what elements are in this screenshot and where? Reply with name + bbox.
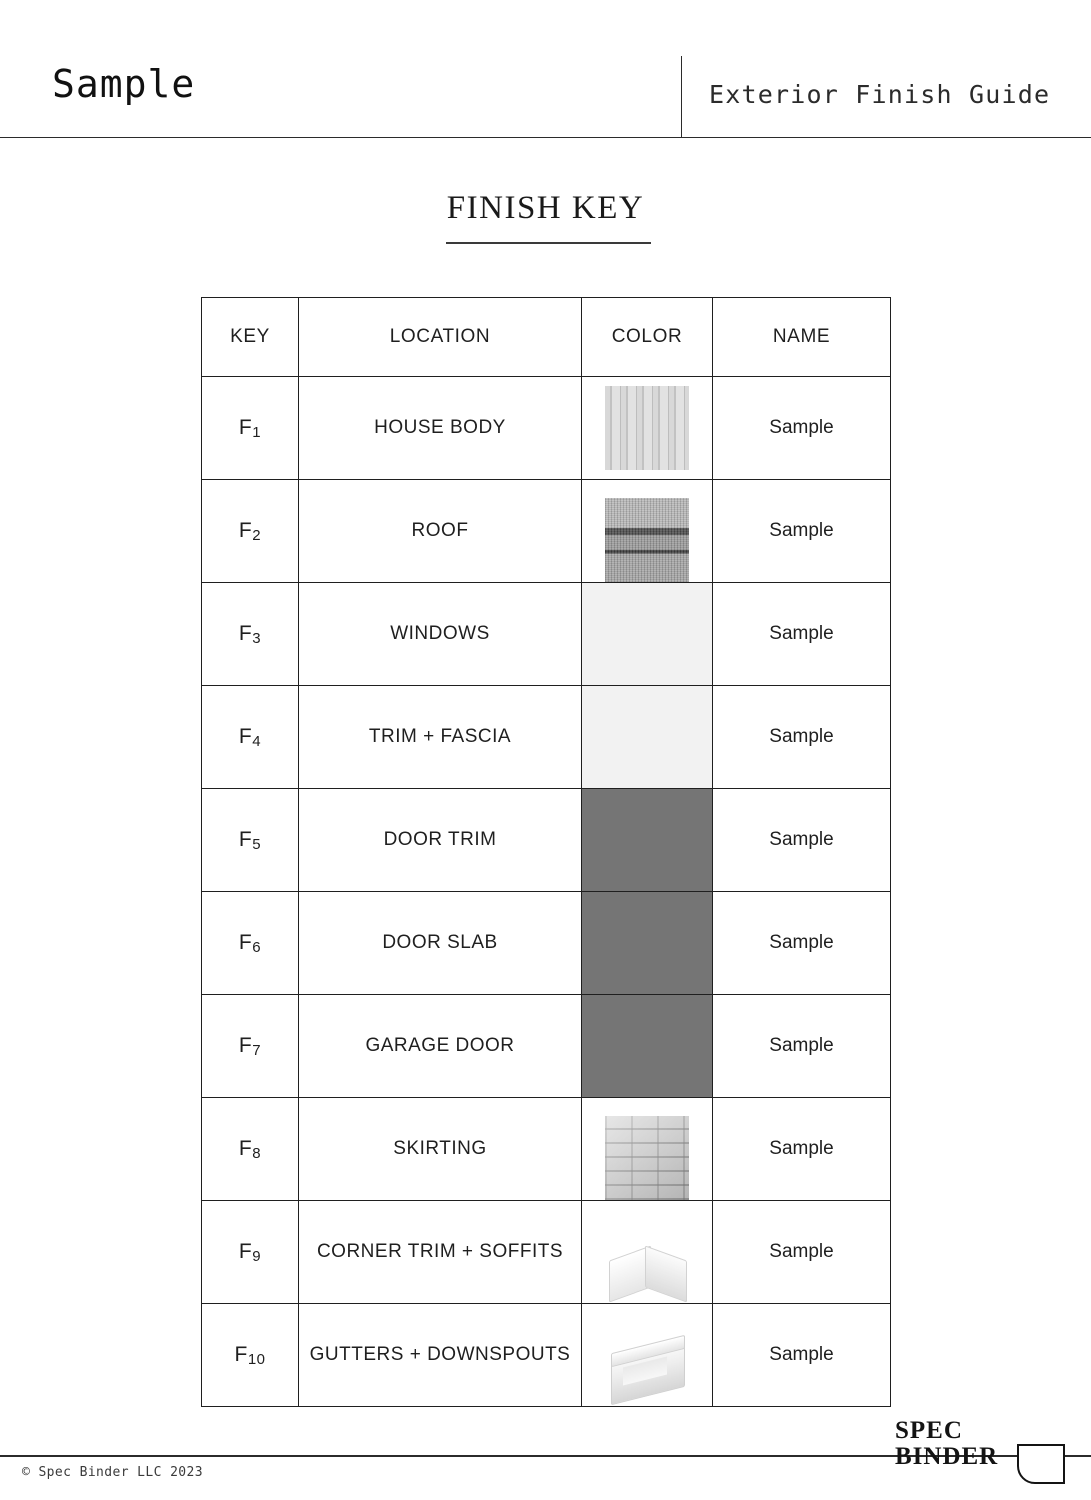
- column-header-key: KEY: [202, 298, 299, 377]
- row-color-swatch: [582, 1201, 713, 1304]
- brand-line-2: BINDER: [895, 1443, 999, 1471]
- table-row: [202, 789, 891, 892]
- stone-texture-swatch: [605, 1116, 689, 1200]
- brand-line-1: SPEC: [895, 1417, 963, 1444]
- row-key-number: 10: [247, 1351, 266, 1368]
- row-key: [202, 686, 299, 789]
- row-key: [202, 1201, 299, 1304]
- row-name: Sample: [713, 1201, 891, 1304]
- gutter-profile-image: [605, 1322, 689, 1406]
- row-key-number: 4: [252, 733, 262, 750]
- row-color-swatch: [582, 1304, 713, 1407]
- row-color-swatch: [582, 583, 713, 686]
- document-subtitle: Exterior Finish Guide: [709, 80, 1051, 109]
- table-row: [202, 1201, 891, 1304]
- row-color-swatch: [582, 789, 713, 892]
- corner-trim-right-face: [645, 1245, 687, 1302]
- row-name: Sample: [713, 995, 891, 1098]
- table-row: [202, 377, 891, 480]
- row-location: TRIM + FASCIA: [299, 686, 582, 789]
- table-header-row: [202, 298, 891, 377]
- row-color-swatch: [582, 377, 713, 480]
- row-name: Sample: [713, 583, 891, 686]
- row-key: [202, 789, 299, 892]
- section-title-underline: [446, 242, 651, 244]
- row-color-swatch: [582, 995, 713, 1098]
- row-key-number: 3: [252, 630, 262, 647]
- row-key: [202, 892, 299, 995]
- row-location: HOUSE BODY: [299, 377, 582, 480]
- section-title: FINISH KEY: [446, 190, 645, 226]
- row-key-letter: F: [238, 931, 253, 954]
- row-location: CORNER TRIM + SOFFITS: [299, 1201, 582, 1304]
- table-row: [202, 995, 891, 1098]
- solid-color-swatch: [582, 995, 712, 1097]
- page-title: Sample: [52, 62, 196, 106]
- row-key: [202, 1304, 299, 1407]
- copyright-text: © Spec Binder LLC 2023: [22, 1465, 203, 1480]
- row-key-letter: F: [238, 416, 253, 439]
- row-color-swatch: [582, 892, 713, 995]
- row-key-number: 8: [252, 1145, 262, 1162]
- row-key-letter: F: [238, 1137, 253, 1160]
- brand-logo: [895, 1418, 1065, 1482]
- row-name: Sample: [713, 377, 891, 480]
- solid-color-swatch: [582, 686, 712, 788]
- row-key: [202, 377, 299, 480]
- row-key-letter: F: [238, 725, 253, 748]
- row-name: Sample: [713, 1098, 891, 1201]
- table-row: [202, 583, 891, 686]
- row-key: [202, 995, 299, 1098]
- table-row: [202, 686, 891, 789]
- row-key-letter: F: [238, 519, 253, 542]
- solid-color-swatch: [582, 892, 712, 994]
- row-color-swatch: [582, 1098, 713, 1201]
- column-header-location: LOCATION: [299, 298, 582, 377]
- row-key-letter: F: [238, 828, 253, 851]
- row-color-swatch: [582, 686, 713, 789]
- row-location: ROOF: [299, 480, 582, 583]
- row-location: DOOR TRIM: [299, 789, 582, 892]
- row-key-number: 2: [252, 527, 262, 544]
- row-key-number: 5: [252, 836, 262, 853]
- brand-wordmark: [895, 1418, 998, 1471]
- shingle-texture-swatch: [605, 498, 689, 582]
- row-color-swatch: [582, 480, 713, 583]
- row-key: [202, 583, 299, 686]
- row-name: Sample: [713, 686, 891, 789]
- row-location: WINDOWS: [299, 583, 582, 686]
- solid-color-swatch: [582, 789, 712, 891]
- row-name: Sample: [713, 1304, 891, 1407]
- row-name: Sample: [713, 789, 891, 892]
- table-row: [202, 1304, 891, 1407]
- table-row: [202, 480, 891, 583]
- binder-icon: [1017, 1444, 1065, 1484]
- column-header-color: COLOR: [582, 298, 713, 377]
- row-location: DOOR SLAB: [299, 892, 582, 995]
- finish-key-table: [201, 297, 891, 1407]
- row-name: Sample: [713, 480, 891, 583]
- page-header: [0, 0, 1091, 138]
- row-key-letter: F: [234, 1343, 248, 1366]
- corner-trim-image: [605, 1219, 689, 1303]
- row-location: GUTTERS + DOWNSPOUTS: [299, 1304, 582, 1407]
- row-key-letter: F: [238, 1240, 253, 1263]
- row-key-number: 1: [252, 424, 262, 441]
- row-key: [202, 480, 299, 583]
- row-location: GARAGE DOOR: [299, 995, 582, 1098]
- row-key-letter: F: [238, 1034, 253, 1057]
- column-header-name: NAME: [713, 298, 891, 377]
- row-key-number: 7: [252, 1042, 262, 1059]
- row-location: SKIRTING: [299, 1098, 582, 1201]
- row-key-number: 9: [252, 1248, 262, 1265]
- row-key-number: 6: [252, 939, 262, 956]
- row-key: [202, 1098, 299, 1201]
- solid-color-swatch: [582, 583, 712, 685]
- table-row: [202, 1098, 891, 1201]
- row-key-letter: F: [238, 622, 253, 645]
- siding-texture-swatch: [605, 386, 689, 470]
- row-name: Sample: [713, 892, 891, 995]
- table-row: [202, 892, 891, 995]
- header-divider: [681, 56, 682, 138]
